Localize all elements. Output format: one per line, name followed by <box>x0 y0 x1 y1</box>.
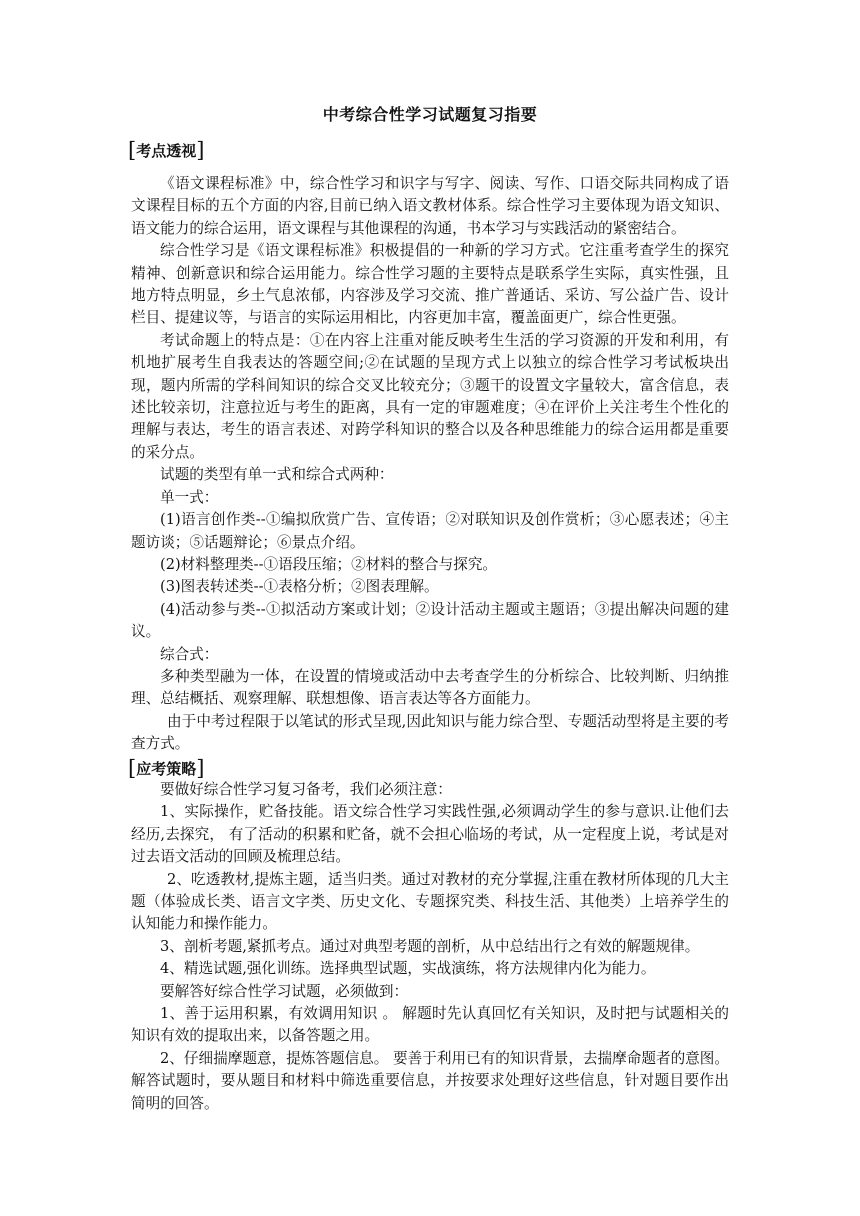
list-item: (2)材料整理类--①语段压缩；②材料的整合与探究。 <box>160 555 498 573</box>
paragraph: 要做好综合性学习复习备考，我们必须注意： <box>160 781 452 798</box>
list-item: (4)活动参与类--①拟活动方案或计划；②设计活动主题或主题语；③提出解决问题的建议。 <box>131 600 729 641</box>
section-body-kaodian <box>131 173 729 756</box>
paragraph: 单一式： <box>160 488 219 506</box>
paragraph: 要解答好综合性学习试题，必须做到： <box>160 982 409 1000</box>
section-body-yingkao <box>131 779 729 1115</box>
list-item: 4、精选试题,强化训练。选择典型试题，实战演练，将方法规律内化为能力。 <box>160 960 656 978</box>
paragraph: 考试命题上的特点是：①在内容上注重对能反映考生生活的学习资源的开发和利用，有机地扩展考生自我表达的答题空间;②在试题的呈现方式上以独立的综合性学习考试板块出现，题内所需的学科间知识的综合交叉比较充分；③题干的设置文字量较大，富含信息，表述比较亲切，注意拉近与考生的距离，具有一定的审题难度；④在评价上关注考生个性化的理解与表达，考生的语言表述、对跨学科知识的整合以及各种思维能力的综合运用都是重要的采分点。 <box>131 331 729 461</box>
list-item: 2、吃透教材,提炼主题，适当归类。通过对教材的充分掌握,注重在教材所体现的几大主题（体验成长类、语言文字类、历史文化、专题探究类、科技生活、其他类）上培养学生的认知能力和操作能力。 <box>131 870 729 933</box>
paragraph: 多种类型融为一体，在设置的情境或活动中去考查学生的分析综合、比较判断、归纳推理、总结概括、观察理解、联想想像、语言表达等各方面能力。 <box>131 667 729 708</box>
paragraph: 综合式： <box>160 645 219 663</box>
section-heading-text: 应考策略 <box>136 760 197 778</box>
list-item: 3、剖析考题,紧抓考点。通过对典型考题的剖析，从中总结出行之有效的解题规律。 <box>160 937 700 955</box>
section-heading-yingkao: [应考策略] <box>128 756 205 780</box>
paragraph: 试题的类型有单一式和综合式两种： <box>160 466 394 484</box>
list-item: (1)语言创作类--①编拟欣赏广告、宣传语；②对联知识及创作赏析；③心愿表述；④主题访谈；⑤话题辩论；⑥景点介绍。 <box>131 511 729 551</box>
list-item: 1、实际操作，贮备技能。语文综合性学习实践性强,必须调动学生的参与意识.让他们去经历,去探究， 有了活动的积累和贮备，就不会担心临场的考试，从一定程度上说，考试是对过去语文活动的回顾及梳理总结。 <box>131 803 729 866</box>
section-heading-text: 考点透视 <box>136 142 197 160</box>
list-item: (3)图表转述类--①表格分析；②图表理解。 <box>160 578 439 596</box>
page-title: 中考综合性学习试题复习指要 <box>322 105 538 124</box>
list-item: 1、善于运用积累，有效调用知识 。 解题时先认真回忆有关知识，及时把与试题相关的知识有效的提取出来，以备答题之用。 <box>131 1005 729 1045</box>
list-item: 2、仔细揣摩题意，提炼答题信息。 要善于利用已有的知识背景，去揣摩命题者的意图。解答试题时，要从题目和材料中筛选重要信息，并按要求处理好这些信息，针对题目要作出简明的回答。 <box>131 1049 729 1112</box>
section-heading-kaodian: [考点透视] <box>128 138 205 162</box>
paragraph: 综合性学习是《语文课程标准》积极提倡的一种新的学习方式。它注重考查学生的探究精神、创新意识和综合运用能力。综合性学习题的主要特点是联系学生实际，真实性强，且地方特点明显，乡土气息浓郁，内容涉及学习交流、推广普通话、采访、写公益广告、设计栏目、提建议等，与语言的实际运用相比，内容更加丰富，覆盖面更广，综合性更强。 <box>131 242 729 327</box>
paragraph: 由于中考过程限于以笔试的形式呈现,因此知识与能力综合型、专题活动型将是主要的考查方式。 <box>131 712 729 753</box>
paragraph: 《语文课程标准》中，综合性学习和识字与写字、阅读、写作、口语交际共同构成了语文课程目标的五个方面的内容,目前已纳入语文教材体系。综合性学习主要体现为语文知识、语文能力的综合运用，语文课程与其他课程的沟通，书本学习与实践活动的紧密结合。 <box>131 175 729 237</box>
